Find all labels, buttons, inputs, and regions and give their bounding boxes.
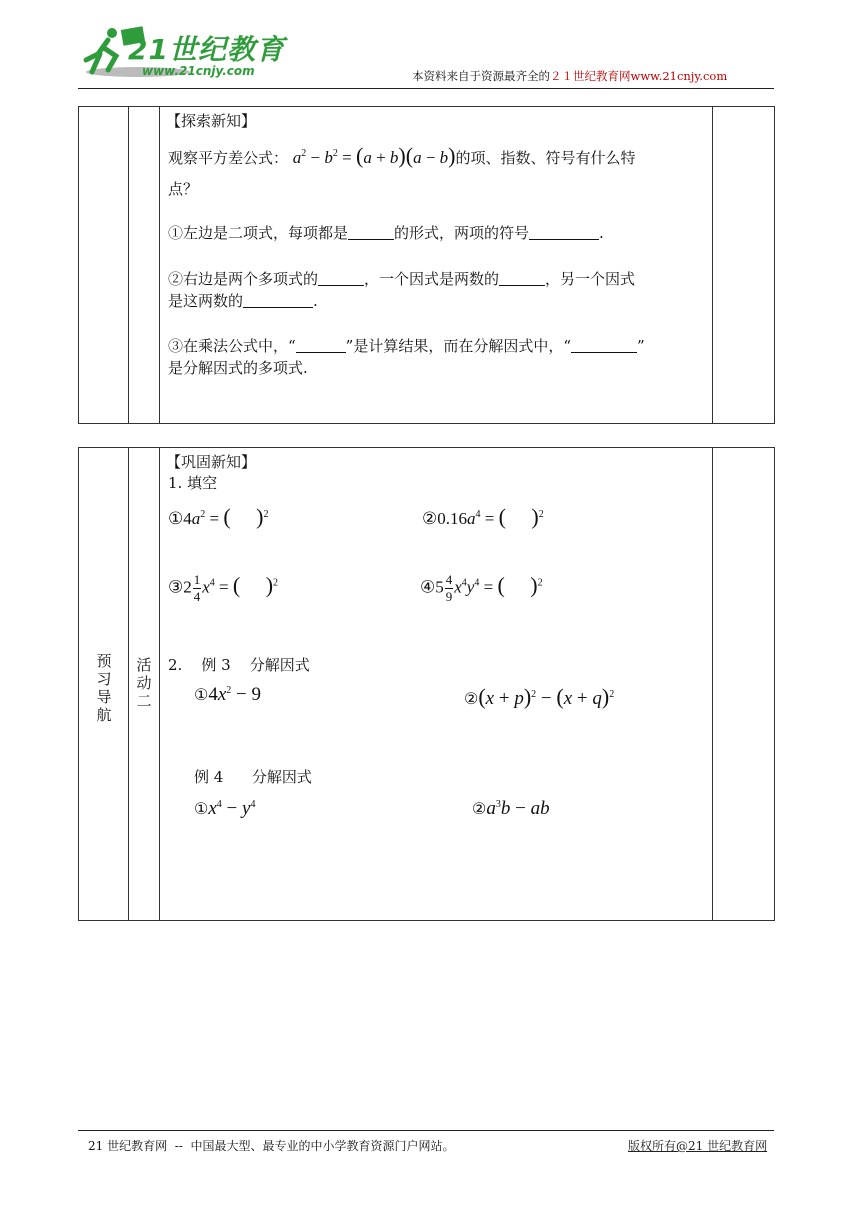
item-2-example-3: 2. 例 3 分解因式 — [168, 656, 310, 674]
fill-2: $②0.16a^4$ = ( )$^2$ — [422, 504, 544, 529]
question-2-line2: 是这两数的 . — [168, 292, 318, 310]
example-3-part-1: $①4x^2 - 9$ — [194, 684, 261, 705]
answer-blank[interactable] — [318, 271, 364, 286]
question-2: ②右边是两个多项式的 ，一个因式是两数的 ，另一个因式 — [168, 270, 636, 288]
question-3: ③在乘法公式中，“ ”是计算结果，而在分解因式中，“ ” — [168, 337, 645, 355]
footer-copyright-link[interactable]: 版权所有@21 世纪教育网 — [628, 1139, 768, 1153]
header-rule — [78, 88, 774, 89]
question-1: ①左边是二项式，每项都是 的形式，两项的符号 . — [168, 224, 604, 242]
difference-of-squares-formula: $a^2 - b^2 = (a + b)(a - b)$ — [292, 143, 456, 168]
fill-1: $①4a^2$ = ( )$^2$ — [168, 504, 269, 529]
question-3-line2: 是分解因式的多项式. — [168, 359, 308, 377]
section-title-explore: 【探索新知】 — [166, 112, 257, 130]
fill-4: ④5 $\frac{4}{9}$ $x^4y^4$ = ( )$^2$ — [420, 572, 543, 604]
answer-blank[interactable] — [499, 271, 545, 286]
answer-blank[interactable] — [243, 293, 313, 308]
footer-rule — [78, 1130, 774, 1131]
logo-url: www.21cnjy.com — [142, 64, 255, 78]
answer-blank[interactable] — [296, 338, 346, 353]
item-1-fill-in: 1. 填空 — [168, 474, 218, 492]
fill-3: ③2 $\frac{1}{4}$ $x^4$ = ( )$^2$ — [168, 572, 279, 604]
answer-blank[interactable] — [348, 225, 394, 240]
section-title-consolidate: 【巩固新知】 — [166, 453, 257, 471]
example-4-part-2: $②a^3b$ − ab — [472, 798, 550, 819]
answer-blank[interactable] — [571, 338, 637, 353]
formula-intro: 观察平方差公式： $a^2 - b^2 = (a + b)(a - b)$的项、指数、符号有什么特 — [168, 143, 636, 168]
row-label-preview-guide: 预 习 导 航 — [96, 652, 112, 724]
logo-text: 21世纪教育 — [128, 33, 285, 66]
example-3-part-2: ②(x + $p)^2 - (x + q)^2$ — [464, 684, 615, 709]
answer-blank[interactable] — [529, 225, 599, 240]
intro-line2: 点？ — [168, 180, 199, 198]
row-label-activity-two: 活 动 二 — [136, 656, 152, 710]
example-4: 例 4 分解因式 — [194, 768, 312, 786]
header-tagline: 本资料来自于资源最齐全的２１世纪教育网www.21cnjy.com — [412, 69, 728, 83]
example-4-part-1: $①x^4 - y^4$ — [194, 798, 256, 819]
footer-left-text: 21 世纪教育网 -- 中国最大型、最专业的中小学教育资源门户网站。 — [88, 1139, 455, 1153]
